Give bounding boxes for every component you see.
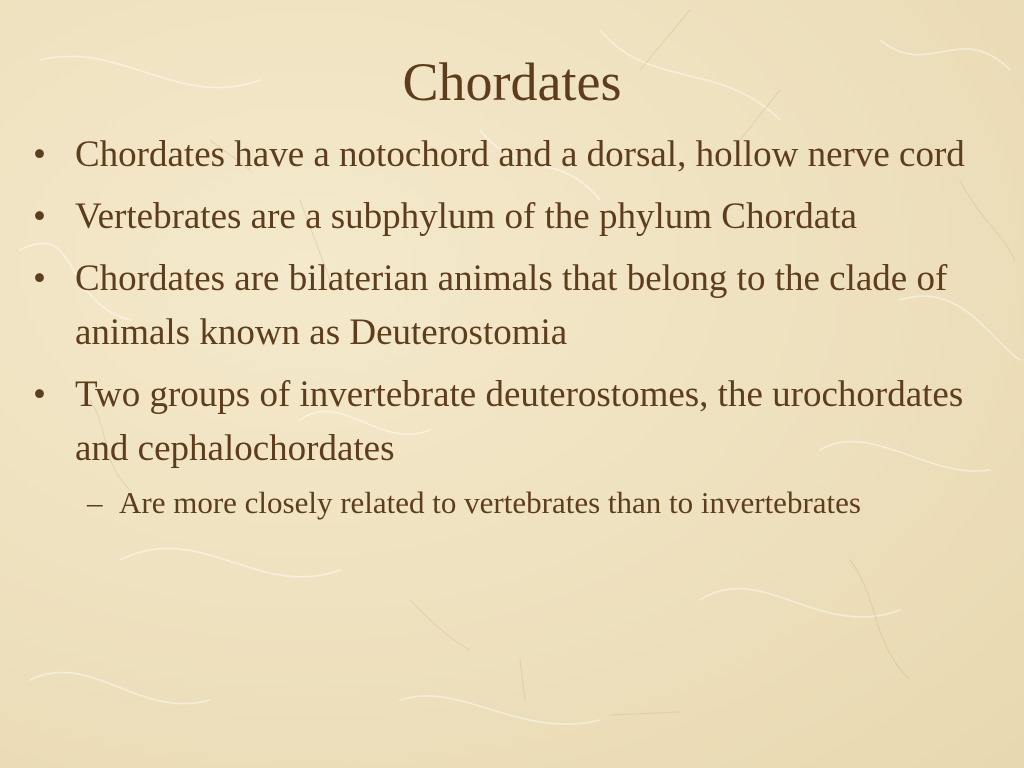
bullet-text: Chordates have a notochord and a dorsal, hollow nerve cord: [75, 134, 965, 175]
bullet-marker: •: [33, 134, 46, 175]
bullet-list: [30, 128, 980, 534]
bullet-marker: •: [33, 374, 46, 415]
bullet-text: Two groups of invertebrate deuterostomes, the urochordates and cephalochordates: [75, 374, 964, 469]
sub-bullet-text: Are more closely related to vertebrates than to invertebrates: [119, 485, 861, 520]
bullet-item: [30, 368, 980, 526]
slide-title: Chordates: [402, 52, 622, 112]
sub-bullet-list: [75, 480, 980, 526]
bullet-text: Vertebrates are a subphylum of the phylum Chordata: [75, 196, 857, 237]
bullet-item: [30, 190, 980, 244]
sub-bullet-item: [75, 480, 980, 526]
bullet-text: Chordates are bilaterian animals that belong to the clade of animals known as Deuterostomia: [75, 258, 948, 353]
bullet-item: [30, 252, 980, 360]
bullet-item: [30, 128, 980, 182]
sub-bullet-marker: –: [87, 485, 103, 520]
bullet-marker: •: [33, 196, 46, 237]
bullet-marker: •: [33, 258, 46, 299]
